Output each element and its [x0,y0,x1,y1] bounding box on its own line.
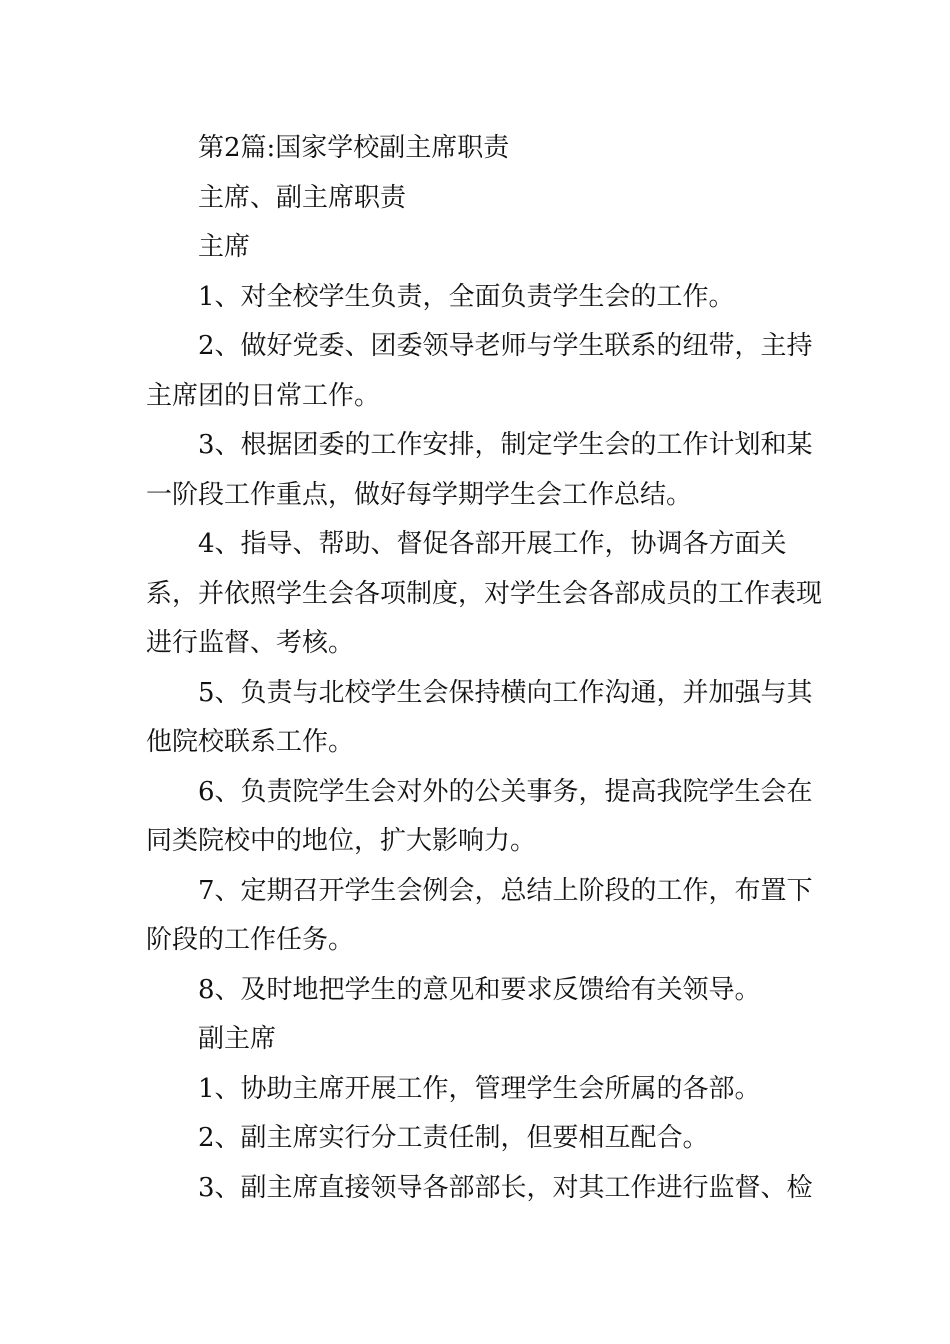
chairman-duty-5: 5、负责与北校学生会保持横向工作沟通，并加强与其他院校联系工作。 [146,677,813,757]
heading-vice-chairman: 副主席 [198,1024,277,1054]
chairman-duty-1: 1、对全校学生负责，全面负责学生会的工作。 [198,281,735,312]
vice-chairman-duty-1: 1、协助主席开展工作，管理学生会所属的各部。 [198,1073,761,1104]
chairman-duty-3: 3、根据团委的工作安排，制定学生会的工作计划和某一阶段工作重点，做好每学期学生会工作总结。 [146,430,813,510]
vice-chairman-duty-2: 2、副主席实行分工责任制，但要相互配合。 [198,1123,709,1153]
chairman-duty-4: 4、指导、帮助、督促各部开展工作，协调各方面关系，并依照学生会各项制度，对学生会各部成员的工作表现进行监督、考核。 [146,529,823,658]
chairman-duty-7: 7、定期召开学生会例会，总结上阶段的工作，布置下阶段的工作任务。 [146,875,813,955]
document-body [146,124,826,1213]
chairman-duty-8: 8、及时地把学生的意见和要求反馈给有关领导。 [198,974,761,1005]
vice-chairman-duty-3: 3、副主席直接领导各部部长，对其工作进行监督、检 [198,1172,813,1203]
heading-chairman: 主席 [198,232,251,262]
section-title: 第2篇:国家学校副主席职责 [198,133,510,163]
chairman-duty-2: 2、做好党委、团委领导老师与学生联系的纽带，主持主席团的日常工作。 [146,331,813,411]
section-subtitle: 主席、副主席职责 [198,182,407,213]
chairman-duty-6: 6、负责院学生会对外的公关事务，提高我院学生会在同类院校中的地位，扩大影响力。 [146,776,813,856]
